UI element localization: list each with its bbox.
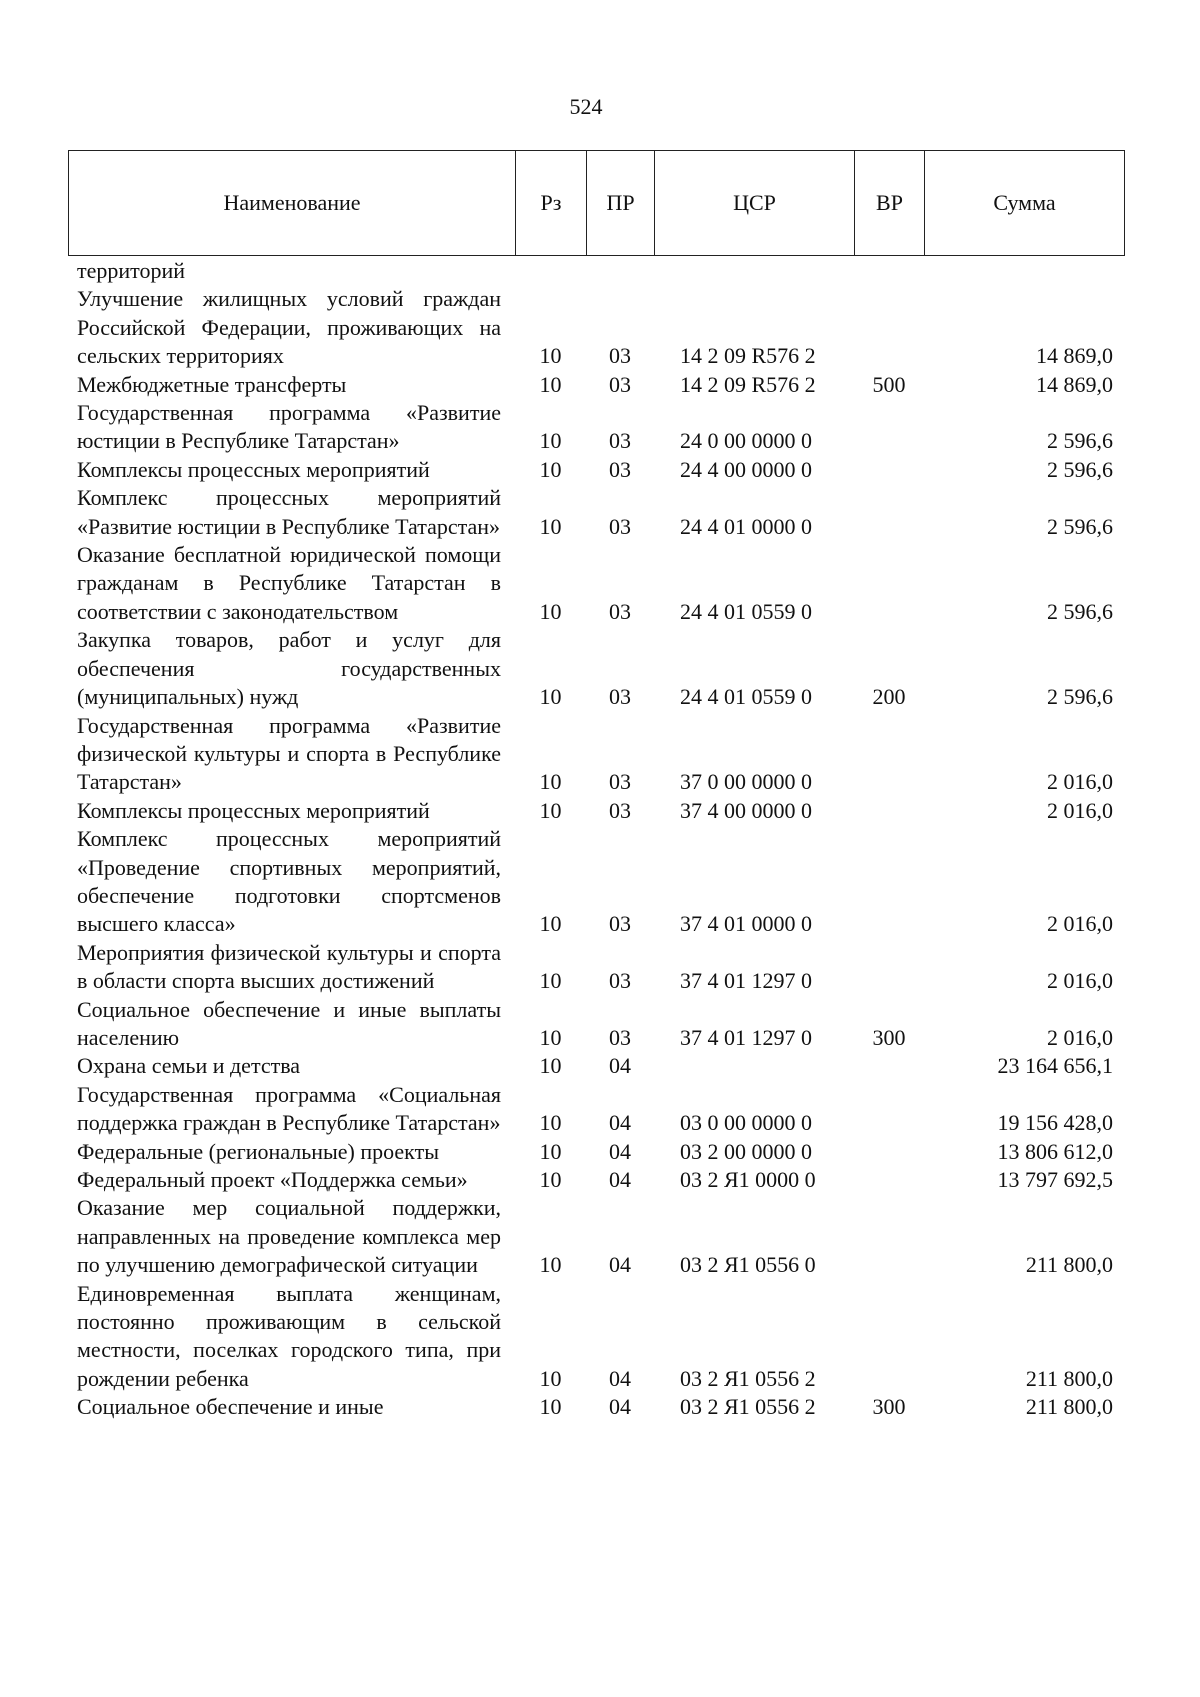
row-pr: 04 — [609, 1394, 631, 1420]
table-row — [68, 285, 1124, 370]
row-rz: 10 — [539, 1138, 562, 1164]
table-row — [68, 371, 1124, 399]
row-csr: 37 0 00 0000 0 — [680, 769, 812, 795]
header-csr: ЦСР — [655, 151, 855, 256]
row-sum: 2 596,6 — [1047, 456, 1113, 482]
row-name: Охрана семьи и детства — [77, 1053, 301, 1079]
row-sum: 2 596,6 — [1047, 428, 1113, 454]
page-number: 524 — [569, 94, 603, 119]
row-pr: 04 — [609, 1138, 631, 1164]
header-vr: ВР — [855, 151, 925, 256]
table-row — [68, 1166, 1124, 1194]
row-csr: 03 0 00 0000 0 — [680, 1110, 812, 1136]
row-rz: 10 — [539, 598, 562, 624]
row-rz: 10 — [539, 371, 562, 397]
row-rz: 10 — [539, 968, 562, 994]
row-name: Оказание мер социальной поддержки, направленных на проведение комплекса мер по улучшению демографической ситуации — [77, 1195, 501, 1278]
row-csr: 03 2 Я1 0556 2 — [680, 1394, 816, 1420]
row-name: Государственная программа «Социальная поддержка граждан в Республике Татарстан» — [77, 1081, 501, 1136]
row-pr: 04 — [609, 1110, 631, 1136]
row-csr: 24 0 00 0000 0 — [680, 428, 812, 454]
row-sum: 13 797 692,5 — [997, 1167, 1113, 1192]
row-sum: 2 016,0 — [1047, 1024, 1113, 1050]
row-rz: 10 — [539, 1252, 562, 1278]
row-name: Социальное обеспечение и иные — [77, 1394, 384, 1420]
row-csr: 03 2 Я1 0000 0 — [680, 1167, 816, 1192]
row-vr: 200 — [872, 684, 906, 710]
row-rz: 10 — [539, 769, 562, 795]
row-rz: 10 — [539, 1365, 562, 1391]
row-pr: 03 — [609, 513, 631, 539]
table-row — [68, 484, 1124, 541]
row-pr: 03 — [609, 769, 631, 795]
table-row — [68, 996, 1124, 1053]
header-name: Наименование — [69, 151, 516, 256]
row-csr: 24 4 01 0559 0 — [680, 598, 812, 624]
row-sum: 211 800,0 — [1025, 1365, 1113, 1391]
row-name: Улучшение жилищных условий граждан Российской Федерации, проживающих на сельских территориях — [77, 286, 501, 369]
row-rz: 10 — [539, 343, 562, 369]
row-pr: 03 — [609, 968, 631, 994]
header-pr: ПР — [587, 151, 655, 256]
row-sum: 2 596,6 — [1047, 684, 1113, 710]
row-csr: 03 2 Я1 0556 0 — [680, 1252, 816, 1278]
row-rz: 10 — [539, 1167, 562, 1192]
row-name: Комплексы процессных мероприятий — [77, 797, 430, 823]
row-csr: 14 2 09 R576 2 — [680, 343, 816, 369]
row-sum: 23 164 656,1 — [997, 1053, 1113, 1079]
row-pr: 03 — [609, 598, 631, 624]
row-vr: 300 — [872, 1024, 906, 1050]
row-rz: 10 — [539, 513, 562, 539]
row-pr: 03 — [609, 1024, 631, 1050]
row-csr: 37 4 01 1297 0 — [680, 968, 812, 994]
table-row — [68, 626, 1124, 711]
row-name: Комплекс процессных мероприятий «Развитие юстиции в Республике Татарстан» — [77, 485, 501, 539]
row-sum: 2 016,0 — [1047, 797, 1113, 823]
row-sum: 2 016,0 — [1047, 968, 1113, 994]
row-sum: 13 806 612,0 — [997, 1138, 1113, 1164]
row-sum: 19 156 428,0 — [997, 1110, 1113, 1136]
row-pr: 03 — [609, 684, 631, 710]
table-row — [68, 1393, 1124, 1421]
row-csr: 03 2 00 0000 0 — [680, 1138, 812, 1164]
row-name: Федеральный проект «Поддержка семьи» — [77, 1167, 468, 1192]
table-row — [68, 456, 1124, 484]
row-pr: 03 — [609, 797, 631, 823]
row-rz: 10 — [539, 1110, 562, 1136]
row-rz: 10 — [539, 1394, 562, 1420]
table-row — [68, 939, 1124, 996]
row-rz: 10 — [539, 456, 562, 482]
row-sum: 211 800,0 — [1025, 1252, 1113, 1278]
row-sum: 2 596,6 — [1047, 598, 1113, 624]
row-rz: 10 — [539, 684, 562, 710]
row-csr: 37 4 00 0000 0 — [680, 797, 812, 823]
row-rz: 10 — [539, 428, 562, 454]
row-csr: 14 2 09 R576 2 — [680, 371, 816, 397]
row-name: Государственная программа «Развитие юстиции в Республике Татарстан» — [77, 400, 501, 454]
row-name: Комплекс процессных мероприятий «Проведение спортивных мероприятий, обеспечение подготовки спортсменов высшего класса» — [77, 826, 501, 937]
row-pr: 03 — [609, 911, 631, 937]
row-name: Мероприятия физической культуры и спорта в области спорта высших достижений — [77, 939, 501, 994]
row-sum: 2 016,0 — [1047, 911, 1113, 937]
row-name: Единовременная выплата женщинам, постоянно проживающим в сельской местности, поселках городского типа, при рождении ребенка — [77, 1280, 501, 1391]
header-rz: Рз — [516, 151, 587, 256]
table-header — [68, 150, 1125, 256]
table-body — [68, 257, 1124, 1422]
row-pr: 04 — [609, 1167, 631, 1192]
row-csr: 37 4 01 0000 0 — [680, 911, 812, 937]
row-csr: 03 2 Я1 0556 2 — [680, 1365, 816, 1391]
row-sum: 14 869,0 — [1036, 371, 1113, 397]
row-pr: 03 — [609, 371, 631, 397]
table-row — [68, 399, 1124, 456]
row-rz: 10 — [539, 911, 562, 937]
row-pr: 04 — [609, 1365, 631, 1391]
table-row — [68, 797, 1124, 825]
row-csr: 24 4 01 0000 0 — [680, 513, 812, 539]
row-csr: 24 4 01 0559 0 — [680, 684, 812, 710]
row-pr: 03 — [609, 456, 631, 482]
row-sum: 14 869,0 — [1036, 343, 1113, 369]
header-sum: Сумма — [925, 151, 1125, 256]
row-name: Закупка товаров, работ и услуг для обеспечения государственных (муниципальных) нужд — [77, 627, 501, 710]
row-csr: 37 4 01 1297 0 — [680, 1024, 812, 1050]
row-pr: 03 — [609, 428, 631, 454]
row-name: Оказание бесплатной юридической помощи гражданам в Республике Татарстан в соответствии с законодательством — [77, 542, 501, 624]
row-pr: 04 — [609, 1053, 631, 1079]
table-row — [68, 712, 1124, 797]
row-name: территорий — [77, 258, 186, 283]
row-name: Федеральные (региональные) проекты — [77, 1138, 439, 1164]
table-row — [68, 541, 1124, 626]
row-rz: 10 — [539, 797, 562, 823]
row-vr: 300 — [872, 1394, 906, 1420]
table-row — [68, 825, 1124, 939]
row-name: Государственная программа «Развитие физической культуры и спорта в Республике Татарстан» — [77, 712, 501, 795]
table-row — [68, 1138, 1124, 1166]
row-pr: 03 — [609, 343, 631, 369]
row-sum: 211 800,0 — [1025, 1394, 1113, 1420]
table-row — [68, 1194, 1124, 1279]
row-rz: 10 — [539, 1053, 562, 1079]
table-row — [68, 1280, 1124, 1394]
row-sum: 2 596,6 — [1047, 513, 1113, 539]
row-name: Комплексы процессных мероприятий — [77, 456, 430, 482]
row-csr: 24 4 00 0000 0 — [680, 456, 812, 482]
table-row — [68, 1081, 1124, 1138]
row-name: Межбюджетные трансферты — [77, 371, 347, 397]
row-sum: 2 016,0 — [1047, 769, 1113, 795]
table-row — [68, 1052, 1124, 1080]
row-vr: 500 — [872, 371, 906, 397]
row-rz: 10 — [539, 1024, 562, 1050]
row-name: Социальное обеспечение и иные выплаты населению — [77, 996, 501, 1050]
table-row — [68, 257, 1124, 285]
row-pr: 04 — [609, 1252, 631, 1278]
